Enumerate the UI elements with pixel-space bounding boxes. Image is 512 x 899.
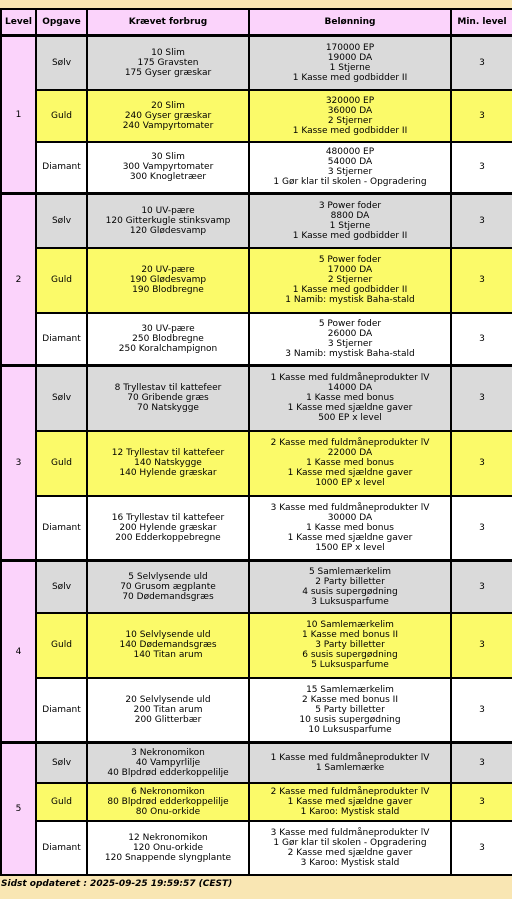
- requirement-line: 5 Selvlysende uld: [128, 571, 208, 582]
- reward-line: 1 Kasse med sjældne gaver: [287, 468, 413, 478]
- requirement-line: 70 Dødemandsgræs: [122, 591, 214, 602]
- requirement-line: 120 Glødesvamp: [129, 225, 207, 236]
- requirement-line: 8 Tryllestav til kattefeer: [114, 383, 222, 394]
- reward-cell: [249, 313, 451, 366]
- requirement-line: 140 Titan arum: [133, 650, 203, 660]
- reward-line: 1 Kasse med fuldmåneprodukter lV: [270, 373, 430, 384]
- level-cell: 1: [1, 36, 36, 194]
- requirement-line: 30 UV-pære: [141, 323, 195, 334]
- requirement-line: 40 Blpdrød edderkoppelilje: [107, 767, 229, 778]
- reward-line: 480000 EP: [325, 147, 375, 158]
- requirement-cell: [87, 248, 249, 313]
- reward-cell: [249, 431, 451, 496]
- task-cell: Diamant: [36, 496, 87, 561]
- requirement-line: 175 Gravsten: [137, 57, 199, 68]
- requirement-cell: [87, 36, 249, 90]
- reward-line: 1 Kasse med bonus: [306, 393, 394, 404]
- table-row: [1, 194, 512, 248]
- task-cell: Diamant: [36, 142, 87, 194]
- min-level-cell: 3: [451, 366, 512, 431]
- last-updated: Sidst opdateret : 2025-09-25 19:59:57 (CEST): [1, 879, 233, 889]
- reward-line: 2 Kasse med bonus II: [302, 694, 398, 705]
- reward-line: 5 Samlemærkelim: [308, 566, 392, 577]
- requirement-line: 80 Blpdrød edderkoppelilje: [107, 796, 229, 807]
- header-task: Opgave: [36, 9, 87, 36]
- requirement-line: 30 Slim: [151, 152, 185, 163]
- min-level-cell: 3: [451, 194, 512, 248]
- header-requirement: Krævet forbrug: [87, 9, 249, 36]
- requirement-line: 200 Edderkoppebregne: [115, 532, 221, 543]
- table-body: [1, 36, 512, 875]
- reward-cell: [249, 90, 451, 142]
- table-row: [1, 561, 512, 613]
- reward-cell: [249, 783, 451, 821]
- reward-line: 4 susis supergødning: [302, 586, 398, 597]
- reward-cell: [249, 366, 451, 431]
- reward-line: 3 Kasse med fuldmåneprodukter lV: [270, 827, 430, 838]
- requirement-line: 120 Gitterkugle stinksvamp: [105, 215, 231, 226]
- table-row: [1, 783, 512, 821]
- table-row: [1, 613, 512, 678]
- reward-line: 1 Karoo: Mystisk stald: [300, 806, 400, 817]
- task-cell: Guld: [36, 248, 87, 313]
- requirement-line: 140 Natskygge: [134, 458, 202, 468]
- min-level-cell: 3: [451, 248, 512, 313]
- table-row: [1, 90, 512, 142]
- reward-line: 8800 DA: [330, 210, 370, 221]
- reward-line: 3 Karoo: Mystisk stald: [300, 857, 400, 868]
- task-cell: Guld: [36, 431, 87, 496]
- reward-line: 3 Stjerner: [327, 167, 373, 178]
- reward-line: 3 Kasse med fuldmåneprodukter lV: [270, 502, 430, 513]
- reward-line: 320000 EP: [325, 95, 375, 106]
- requirement-line: 16 Tryllestav til kattefeer: [111, 512, 225, 523]
- reward-cell: [249, 561, 451, 613]
- min-level-cell: 3: [451, 142, 512, 194]
- task-cell: Guld: [36, 783, 87, 821]
- requirement-cell: [87, 366, 249, 431]
- level-cell: 5: [1, 743, 36, 875]
- requirement-cell: [87, 194, 249, 248]
- reward-line: 22000 DA: [327, 448, 373, 458]
- reward-line: 1 Kasse med godbidder II: [292, 125, 408, 136]
- header-min-level: Min. level: [451, 9, 512, 36]
- table-row: [1, 743, 512, 783]
- reward-line: 1 Gør klar til skolen - Opgradering: [273, 177, 427, 188]
- requirement-line: 20 Slim: [151, 100, 185, 111]
- requirement-line: 200 Hylende græskar: [119, 522, 217, 533]
- reward-line: 1 Stjerne: [329, 220, 371, 231]
- reward-line: 1 Kasse med godbidder II: [292, 72, 408, 83]
- task-cell: Sølv: [36, 561, 87, 613]
- table-row: [1, 142, 512, 194]
- requirement-line: 10 Slim: [151, 47, 185, 58]
- reward-line: 36000 DA: [327, 105, 373, 116]
- requirement-cell: [87, 783, 249, 821]
- requirement-line: 250 Blodbregne: [132, 333, 204, 344]
- table-row: [1, 366, 512, 431]
- reward-line: 3 Power foder: [318, 200, 382, 211]
- requirement-cell: [87, 496, 249, 561]
- reward-line: 1 Kasse med godbidder II: [292, 230, 408, 241]
- reward-line: 1 Kasse med fuldmåneprodukter lV: [270, 752, 430, 763]
- requirement-line: 10 Selvlysende uld: [125, 630, 211, 640]
- task-cell: Sølv: [36, 366, 87, 431]
- reward-cell: [249, 142, 451, 194]
- reward-line: 1500 EP x level: [315, 542, 385, 553]
- reward-line: 2 Kasse med fuldmåneprodukter lV: [270, 786, 430, 797]
- reward-line: 5 Luksusparfume: [311, 660, 389, 670]
- reward-cell: [249, 496, 451, 561]
- requirement-line: 120 Onu-orkide: [132, 842, 204, 853]
- task-cell: Sølv: [36, 194, 87, 248]
- reward-line: 3 Stjerner: [327, 338, 373, 349]
- requirement-cell: [87, 313, 249, 366]
- reward-line: 2 Kasse med fuldmåneprodukter lV: [270, 438, 430, 448]
- task-cell: Guld: [36, 613, 87, 678]
- requirement-cell: [87, 561, 249, 613]
- reward-line: 1 Kasse med sjældne gaver: [287, 796, 413, 807]
- reward-line: 19000 DA: [327, 52, 373, 63]
- min-level-cell: 3: [451, 313, 512, 366]
- reward-line: 6 susis supergødning: [302, 650, 398, 660]
- requirement-cell: [87, 613, 249, 678]
- requirement-line: 70 Natskygge: [137, 403, 199, 414]
- requirement-line: 190 Glødesvamp: [129, 275, 207, 285]
- reward-line: 10 Samlemærkelim: [306, 620, 394, 630]
- requirement-cell: [87, 743, 249, 783]
- min-level-cell: 3: [451, 743, 512, 783]
- requirement-line: 120 Snappende slyngplante: [104, 852, 232, 863]
- reward-line: 17000 DA: [327, 265, 373, 275]
- requirement-line: 6 Nekronomikon: [131, 786, 205, 797]
- table-row: [1, 36, 512, 90]
- reward-line: 1 Kasse med godbidder II: [292, 285, 408, 295]
- table-row: [1, 496, 512, 561]
- requirement-line: 190 Blodbregne: [132, 285, 204, 295]
- reward-cell: [249, 36, 451, 90]
- requirement-line: 80 Onu-orkide: [135, 806, 201, 817]
- task-cell: Guld: [36, 90, 87, 142]
- reward-line: 1000 EP x level: [315, 478, 385, 488]
- min-level-cell: 3: [451, 561, 512, 613]
- reward-line: 1 Namib: mystisk Baha-stald: [285, 295, 415, 305]
- task-cell: Diamant: [36, 678, 87, 743]
- reward-line: 3 Namib: mystisk Baha-stald: [285, 348, 415, 359]
- min-level-cell: 3: [451, 678, 512, 743]
- reward-cell: [249, 678, 451, 743]
- requirement-line: 240 Gyser græskar: [124, 110, 212, 121]
- task-cell: Sølv: [36, 743, 87, 783]
- reward-line: 54000 DA: [327, 157, 373, 168]
- table-row: [1, 431, 512, 496]
- min-level-cell: 3: [451, 90, 512, 142]
- header-level: Level: [1, 9, 36, 36]
- reward-cell: [249, 743, 451, 783]
- reward-line: 2 Kasse med sjældne gaver: [287, 847, 413, 858]
- requirement-line: 175 Gyser græskar: [124, 67, 212, 78]
- min-level-cell: 3: [451, 821, 512, 875]
- reward-line: 2 Stjerner: [327, 115, 373, 126]
- reward-line: 1 Kasse med bonus: [306, 458, 394, 468]
- reward-line: 500 EP x level: [318, 413, 382, 424]
- min-level-cell: 3: [451, 613, 512, 678]
- reward-line: 3 Party billetter: [315, 640, 385, 650]
- reward-line: 30000 DA: [327, 512, 373, 523]
- min-level-cell: 3: [451, 783, 512, 821]
- task-cell: Sølv: [36, 36, 87, 90]
- reward-line: 1 Samlemærke: [315, 762, 385, 773]
- reward-cell: [249, 194, 451, 248]
- min-level-cell: 3: [451, 431, 512, 496]
- requirement-line: 300 Knogletræer: [129, 172, 207, 183]
- reward-line: 1 Kasse med bonus II: [302, 630, 398, 640]
- reward-line: 26000 DA: [327, 328, 373, 339]
- header-reward: Belønning: [249, 9, 451, 36]
- requirement-line: 240 Vampyrtomater: [122, 120, 214, 131]
- requirement-line: 12 Nekronomikon: [128, 832, 208, 843]
- reward-line: 170000 EP: [325, 42, 375, 53]
- reward-cell: [249, 821, 451, 875]
- requirement-cell: [87, 142, 249, 194]
- min-level-cell: 3: [451, 36, 512, 90]
- requirement-cell: [87, 678, 249, 743]
- reward-line: 2 Party billetter: [315, 576, 385, 587]
- reward-line: 5 Power foder: [318, 255, 382, 265]
- requirement-line: 3 Nekronomikon: [131, 747, 205, 758]
- requirement-cell: [87, 431, 249, 496]
- reward-line: 5 Power foder: [318, 318, 382, 329]
- level-cell: 2: [1, 194, 36, 366]
- requirement-cell: [87, 821, 249, 875]
- requirement-line: 40 Vampyrlilje: [135, 757, 201, 768]
- task-cell: Diamant: [36, 821, 87, 875]
- requirement-line: 70 Grusom ægplante: [120, 581, 216, 592]
- reward-line: 1 Kasse med sjældne gaver: [287, 532, 413, 543]
- table-row: [1, 678, 512, 743]
- requirement-line: 20 Selvlysende uld: [125, 694, 211, 705]
- reward-line: 1 Stjerne: [329, 62, 371, 73]
- reward-line: 1 Kasse med bonus: [306, 522, 394, 533]
- level-cell: 4: [1, 561, 36, 743]
- table-row: [1, 248, 512, 313]
- reward-line: 3 Luksusparfume: [311, 596, 389, 607]
- reward-line: 15 Samlemærkelim: [306, 684, 394, 695]
- rewards-table: [0, 8, 512, 876]
- level-cell: 3: [1, 366, 36, 561]
- table-row: [1, 313, 512, 366]
- reward-cell: [249, 248, 451, 313]
- task-cell: Diamant: [36, 313, 87, 366]
- requirement-line: 140 Dødemandsgræs: [119, 640, 217, 650]
- min-level-cell: 3: [451, 496, 512, 561]
- requirement-line: 200 Titan arum: [133, 704, 203, 715]
- table-row: [1, 821, 512, 875]
- requirement-line: 250 Koralchampignon: [118, 343, 218, 354]
- requirement-line: 300 Vampyrtomater: [122, 162, 214, 173]
- reward-line: 10 susis supergødning: [299, 714, 401, 725]
- reward-line: 2 Stjerner: [327, 275, 373, 285]
- requirement-line: 10 UV-pære: [141, 205, 195, 216]
- reward-line: 14000 DA: [327, 383, 373, 394]
- header-row: [1, 9, 512, 36]
- requirement-line: 12 Tryllestav til kattefeer: [111, 448, 225, 458]
- reward-line: 1 Kasse med sjældne gaver: [287, 403, 413, 414]
- requirement-line: 200 Glitterbær: [134, 714, 202, 725]
- requirement-line: 70 Gribende græs: [127, 393, 209, 404]
- requirement-line: 140 Hylende græskar: [119, 468, 217, 478]
- reward-line: 1 Gør klar til skolen - Opgradering: [273, 837, 427, 848]
- reward-line: 10 Luksusparfume: [308, 724, 392, 735]
- reward-line: 5 Party billetter: [315, 704, 385, 715]
- reward-cell: [249, 613, 451, 678]
- requirement-cell: [87, 90, 249, 142]
- requirement-line: 20 UV-pære: [141, 265, 195, 275]
